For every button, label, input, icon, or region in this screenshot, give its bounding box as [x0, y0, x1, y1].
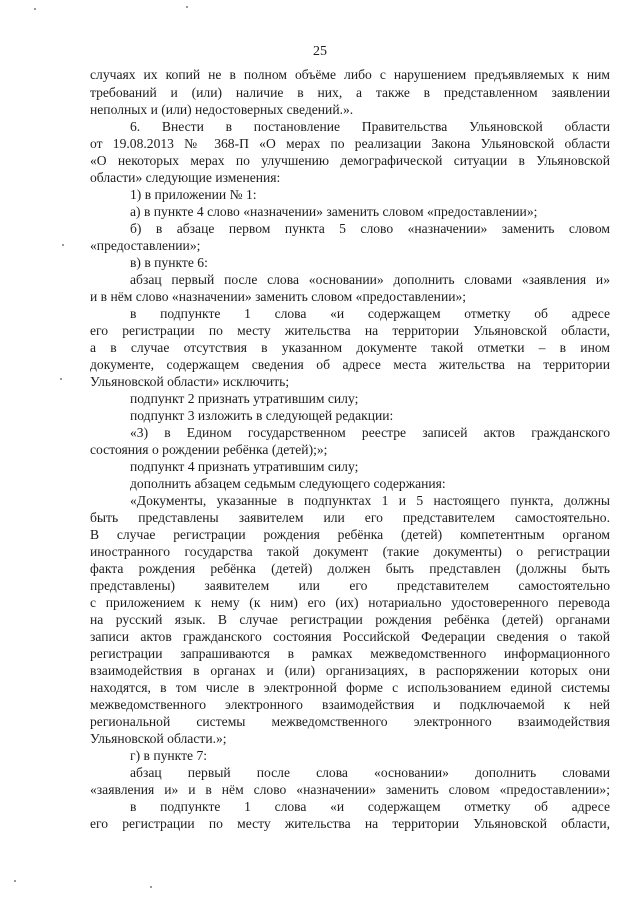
text-line: неполных и (или) недостоверных сведений.». [90, 102, 354, 117]
text-line: «3) в Едином государственном реестре записей актов гражданского [130, 425, 610, 440]
text-line: 1) в приложении № 1: [130, 187, 257, 202]
text-line: представлены) заявителем или его представителем самостоятельно [90, 578, 610, 593]
text-line: требований и (или) наличие в них, а также в представленном заявлении [90, 85, 610, 100]
text-line: дополнить абзацем седьмым следующего содержания: [130, 476, 446, 491]
text-line: от 19.08.2013 № 368-П «О мерах по реализации Закона Ульяновской области [90, 136, 610, 151]
text-line: г) в пункте 7: [130, 748, 208, 763]
text-line: быть представлены заявителем или его представителем самостоятельно. [90, 510, 610, 525]
text-line: подпункт 2 признать утратившим силу; [130, 391, 359, 406]
text-line: «заявления и» и в нём слово «назначении» заменить словом «предоставлении»; [90, 782, 610, 797]
text-line: документе, содержащем сведения об адресе места жительства на территории [90, 357, 610, 372]
scan-speck [186, 6, 188, 8]
text-line: его регистрации по месту жительства на территории Ульяновской области, [90, 323, 610, 338]
text-line: в подпункте 1 слова «и содержащем отметку об адресе [130, 306, 610, 321]
text-line: иностранного государства такой документ (такие документы) о регистрации [90, 544, 610, 559]
text-line: и в нём слово «назначении» заменить словом «предоставлении»; [90, 289, 467, 304]
page-number: 25 [313, 44, 327, 59]
text-line: а) в пункте 4 слово «назначении» заменить словом «предоставлении»; [130, 204, 538, 219]
text-line: факта рождения ребёнка (детей) должен быть представлен (должны быть [90, 561, 610, 576]
text-line: Ульяновской области.»; [90, 731, 227, 746]
text-line: Ульяновской области» исключить; [90, 374, 290, 389]
text-line: случаях их копий не в полном объёме либо с нарушением предъявляемых к ним [90, 67, 610, 82]
text-line: «предоставлении»; [90, 238, 201, 253]
scan-speck [60, 378, 62, 380]
text-line: региональной системы межведомственного электронного взаимодействия [90, 714, 610, 729]
text-line: на русский язык. В случае регистрации рождения ребёнка (детей) органами [90, 612, 610, 627]
text-line: в подпункте 1 слова «и содержащем отметку об адресе [130, 799, 610, 814]
text-line: «Документы, указанные в подпунктах 1 и 5 настоящего пункта, должны [130, 493, 610, 508]
text-line: регистрации запрашиваются в рамках межведомственного информационного [90, 646, 610, 661]
text-line: подпункт 3 изложить в следующей редакции: [130, 408, 394, 423]
text-line: в) в пункте 6: [130, 255, 208, 270]
text-line: находятся, в том числе в электронной форме с использованием единой системы [90, 680, 610, 695]
scan-speck [62, 244, 64, 246]
text-line: б) в абзаце первом пункта 5 слово «назначении» заменить словом [130, 221, 610, 236]
text-line: В случае регистрации рождения ребёнка (детей) компетентным органом [90, 527, 610, 542]
scan-speck [34, 8, 36, 10]
text-line: взаимодействия в органах и (или) организациях, в распоряжении которых они [90, 663, 610, 678]
text-line: абзац первый после слова «основании» дополнить словами «заявления и» [130, 272, 610, 287]
text-line: подпункт 4 признать утратившим силу; [130, 459, 359, 474]
text-line: межведомственного электронного взаимодействия и подключаемой к ней [90, 697, 610, 712]
text-line: состояния о рождении ребёнка (детей);»; [90, 442, 328, 457]
text-line: абзац первый после слова «основании» дополнить словами [130, 765, 610, 780]
scan-speck [150, 886, 152, 888]
text-line: а в случае отсутствия в указанном документе такой отметки – в ином [90, 340, 610, 355]
text-line: с приложением к нему (к ним) его (их) нотариально удостоверенного перевода [90, 595, 610, 610]
text-line: области» следующие изменения: [90, 170, 281, 185]
text-line: его регистрации по месту жительства на территории Ульяновской области, [90, 816, 610, 831]
text-line: записи актов гражданского состояния Российской Федерации сведения о такой [90, 629, 610, 644]
text-line: «О некоторых мерах по улучшению демографической ситуации в Ульяновской [90, 153, 610, 168]
text-line: 6. Внести в постановление Правительства Ульяновской области [130, 119, 610, 134]
scan-speck [14, 880, 16, 882]
